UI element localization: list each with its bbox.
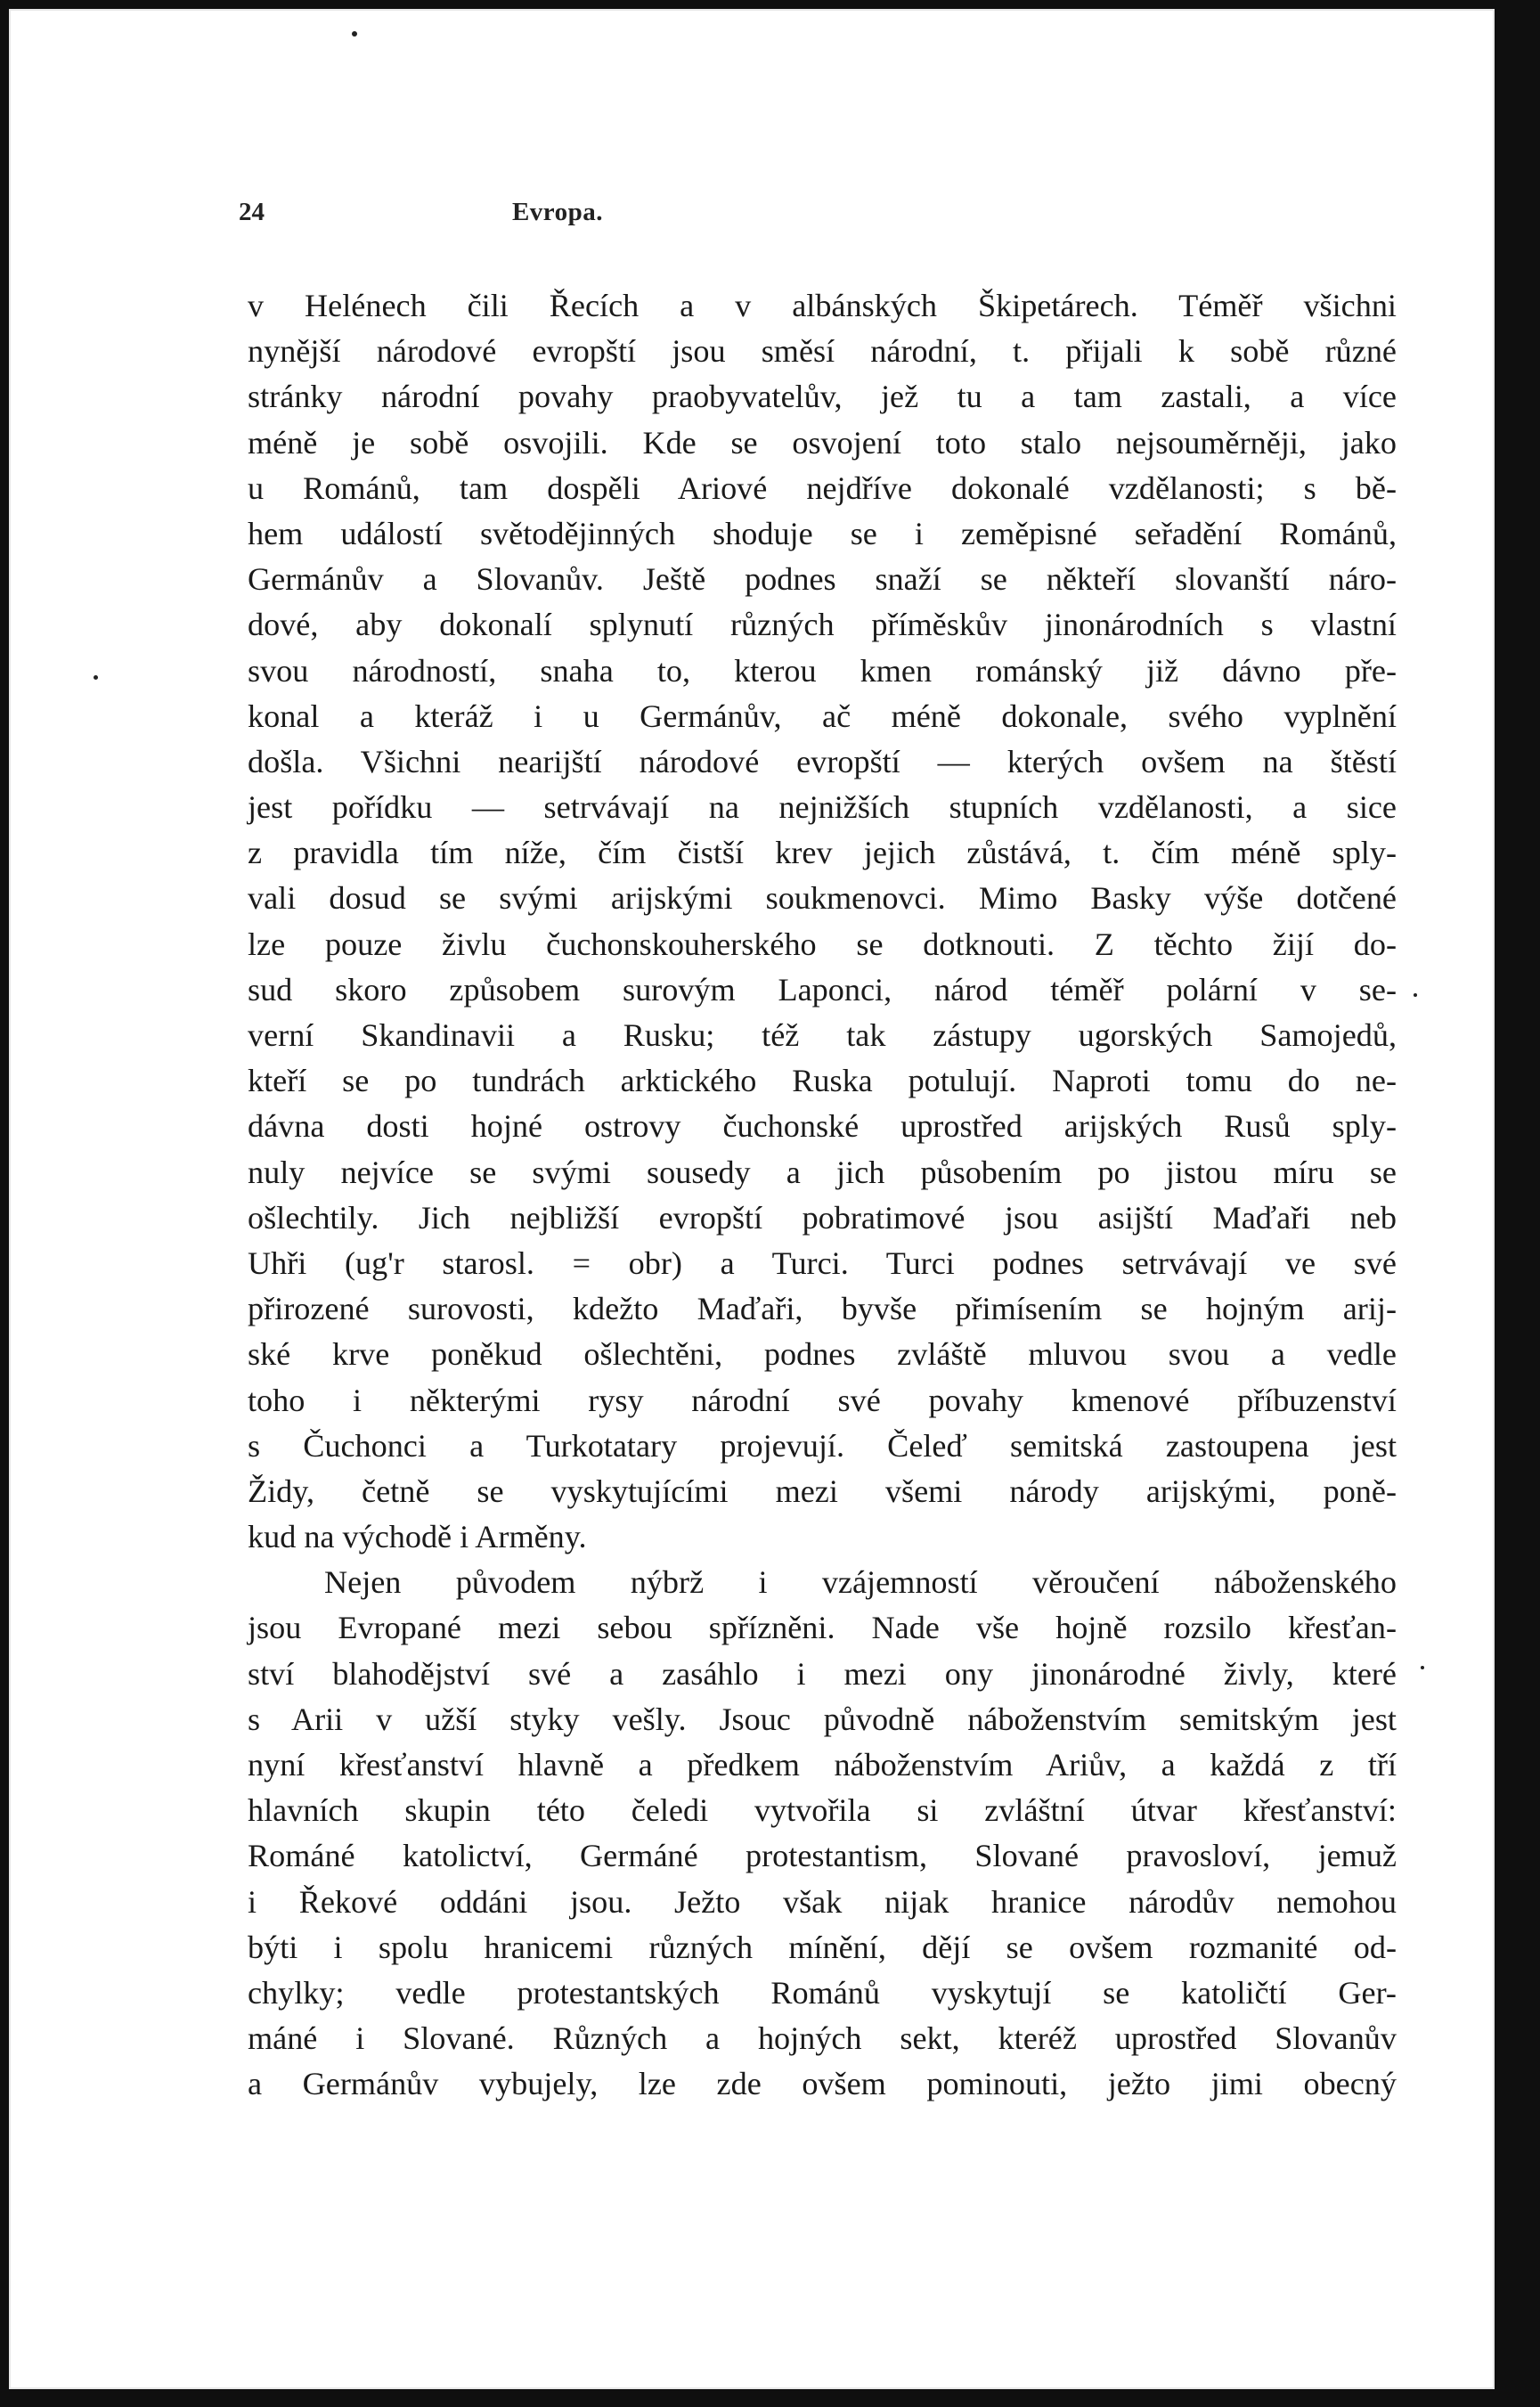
text-line: s Arii v užší styky vešly. Jsouc původně náboženstvím semitským jest xyxy=(248,1701,1397,1737)
text-line: stránky národní povahy praobyvatelův, jež tu a tam zastali, a více xyxy=(248,379,1397,415)
text-line: toho i některými rysy národní své povahy kmenové příbuzenství xyxy=(248,1382,1397,1418)
text-line: u Románů, tam dospěli Ariové nejdříve dokonalé vzdělanosti; s bě- xyxy=(248,469,1397,506)
speck-mark xyxy=(94,675,98,680)
text-line: svou národností, snaha to, kterou kmen románský již dávno pře- xyxy=(248,652,1397,689)
text-line: vali dosud se svými arijskými soukmenovci. Mimo Basky výše dotčené xyxy=(248,880,1397,917)
speck-mark xyxy=(352,31,357,37)
text-line: méně je sobě osvojili. Kde se osvojení toto stalo nejsouměrněji, jako xyxy=(248,424,1397,461)
text-line: Nejen původem nýbrž i vzájemností věroučení náboženského xyxy=(324,1564,1397,1601)
text-line: jsou Evropané mezi sebou spřízněni. Nade vše hojně rozsilo křesťan- xyxy=(248,1610,1397,1646)
text-line: chylky; vedle protestantských Románů vyskytují se katoličtí Ger- xyxy=(248,1974,1397,2011)
speck-mark xyxy=(1414,993,1417,997)
paragraph xyxy=(248,1560,1397,2107)
text-line: došla. Všichni nearijští národové evropští — kterých ovšem na štěstí xyxy=(248,743,1397,779)
text-line: ství blahodějství své a zasáhlo i mezi ony jinonárodné živly, které xyxy=(248,1655,1397,1692)
text-line: nuly nejvíce se svými sousedy a jich působením po jistou míru se xyxy=(248,1154,1397,1190)
text-line: nyní křesťanství hlavně a předkem náboženstvím Ariův, a každá z tří xyxy=(248,1747,1397,1783)
text-line: přirozené surovosti, kdežto Maďaři, byvše přimísením se hojným arij- xyxy=(248,1291,1397,1327)
text-line: Uhři (ug'r starosl. = obr) a Turci. Turci podnes setrvávají ve své xyxy=(248,1244,1397,1281)
text-line: dové, aby dokonalí splynutí různých příměskův jinonárodních s vlastní xyxy=(248,607,1397,643)
speck-mark xyxy=(1421,1666,1424,1669)
page-number: 24 xyxy=(239,198,265,226)
text-line: hem událostí světodějinných shoduje se i zeměpisné seřadění Románů, xyxy=(248,515,1397,551)
running-title: Evropa. xyxy=(511,198,604,226)
text-line: kteří se po tundrách arktického Ruska potulují. Naproti tomu do ne- xyxy=(248,1063,1397,1099)
paragraph xyxy=(248,283,1397,1560)
text-line: sud skoro způsobem surovým Laponci, národ téměř polární v se- xyxy=(248,971,1397,1008)
text-line: a Germánův vybujely, lze zde ovšem pominouti, ježto jimi obecný xyxy=(248,2066,1397,2102)
text-line: verní Skandinavii a Rusku; též tak zástupy ugorských Samojedů, xyxy=(248,1017,1397,1053)
text-line: hlavních skupin této čeledi vytvořila si zvláštní útvar křesťanství: xyxy=(248,1792,1397,1829)
text-line: ošlechtily. Jich nejbližší evropští pobratimové jsou asijští Maďaři neb xyxy=(248,1199,1397,1236)
text-line: Románé katolictví, Germáné protestantism, Slované pravosloví, jemuž xyxy=(248,1838,1397,1874)
text-line: máné i Slované. Různých a hojných sekt, kteréž uprostřed Slovanův xyxy=(248,2020,1397,2057)
text-line: Germánův a Slovanův. Ještě podnes snaží se někteří slovanští náro- xyxy=(248,561,1397,598)
text-line: s Čuchonci a Turkotatary projevují. Čeleď semitská zastoupena jest xyxy=(248,1427,1397,1464)
text-line: dávna dosti hojné ostrovy čuchonské uprostřed arijských Rusů sply- xyxy=(248,1108,1397,1145)
text-line: kud na východě i Arměny. xyxy=(248,1519,587,1555)
text-line: z pravidla tím níže, čím čistší krev jejich zůstává, t. čím méně sply- xyxy=(248,835,1397,871)
text-line: jest pořídku — setrvávají na nejnižších stupních vzdělanosti, a sice xyxy=(248,789,1397,826)
text-line: v Helénech čili Řecích a v albánských Škipetárech. Téměř všichni xyxy=(248,288,1397,323)
text-line: i Řekové oddáni jsou. Ježto však nijak hranice národův nemohou xyxy=(248,1883,1397,1920)
page-header xyxy=(239,198,876,230)
text-line: konal a kteráž i u Germánův, ač méně dokonale, svého vyplnění xyxy=(248,698,1397,734)
text-line: lze pouze živlu čuchonskouherského se dotknouti. Z těchto žijí do- xyxy=(248,926,1397,962)
text-line: nynější národové evropští jsou směsí národní, t. přijali k sobě různé xyxy=(248,333,1397,370)
text-line: ské krve poněkud ošlechtěni, podnes zvláště mluvou svou a vedle xyxy=(248,1336,1397,1373)
text-line: Židy, četně se vyskytujícími mezi všemi národy arijskými, poně- xyxy=(248,1473,1397,1509)
body-text xyxy=(248,283,1397,2108)
text-line: býti i spolu hranicemi různých mínění, dějí se ovšem rozmanité od- xyxy=(248,1929,1397,1965)
